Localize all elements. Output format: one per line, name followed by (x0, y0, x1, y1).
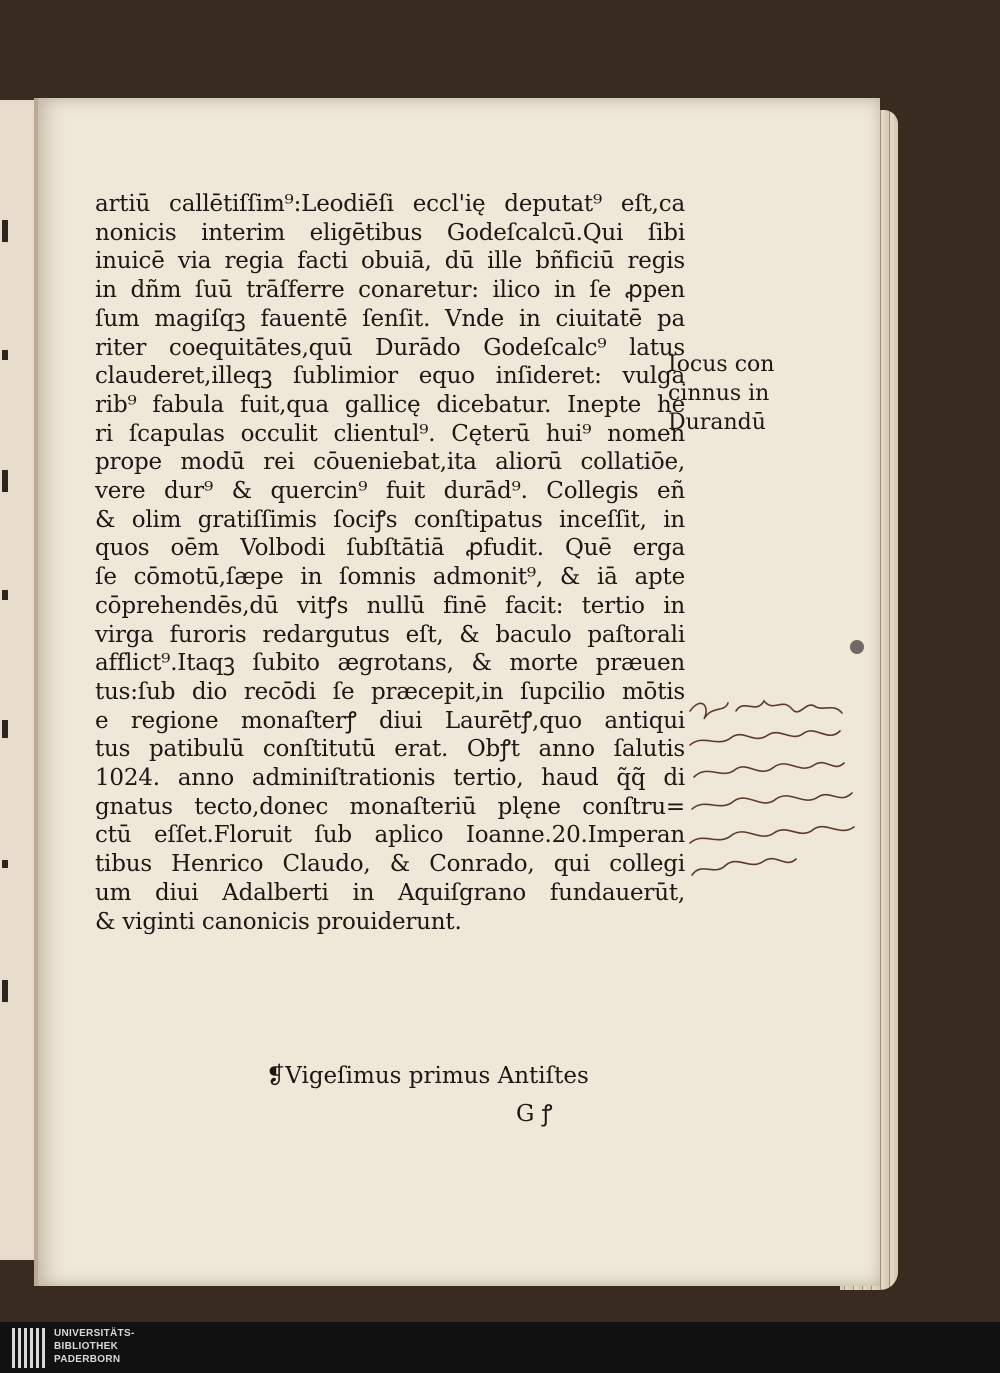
margin-note-line: Iocus con (668, 352, 775, 377)
text-line: cōprehendēs,dū vitꝭs nullū finē facit: tertio in (95, 592, 685, 619)
library-name (54, 1327, 135, 1366)
margin-note-line: Durandū (668, 410, 766, 435)
signature-mark: G ꝭ (516, 1101, 553, 1127)
text-line: um diui Adalberti in Aquiſgrano fundauerūt, (95, 879, 685, 906)
text-line: rib⁹ fabula fuit,qua gallicę dicebatur. Inepte he (95, 391, 685, 418)
handwritten-annotation (684, 693, 894, 893)
text-line: ctū eſſet.Floruit ſub aplico Ioanne.20.Imperan (95, 822, 685, 849)
text-line: tus patibulū conſtitutū erat. Obꝭt anno ſalutis (95, 736, 685, 763)
text-line: ſe cōmotū,ſæpe in ſomnis admonit⁹, & iā apte (95, 564, 685, 591)
main-text (95, 190, 685, 936)
text-line: inuicē via regia facti obuiā, dū ille bñficiū regis (95, 248, 685, 275)
page-stain-dot (850, 640, 864, 654)
text-line: tibus Henrico Claudo, & Conrado, qui collegi (95, 851, 685, 878)
margin-note-line: cinnus in (668, 381, 770, 406)
printed-margin-note (668, 350, 774, 437)
text-line: afflict⁹.Itaqꝫ ſubito ægrotans, & morte præuen (95, 650, 685, 677)
text-line: artiū callētiſſim⁹:Leodiēſi eccl'ię deputat⁹ eſt,ca (95, 191, 685, 217)
text-line: gnatus tecto,donec monaſteriū plęne conſtru= (95, 793, 685, 820)
library-footer (0, 1322, 1000, 1373)
text-line: vere dur⁹ & quercin⁹ fuit durād⁹. Collegis eñ (95, 478, 685, 505)
text-line: ri ſcapulas occulit clientul⁹. Cęterū hui⁹ nomen (95, 420, 685, 447)
library-name-line: PADERBORN (54, 1354, 121, 1365)
handwriting-scribble-icon (684, 693, 894, 893)
text-line: e regione monaſterꝭ diui Laurētꝭ,quo antiqui (95, 707, 685, 734)
text-line: nonicis interim eligētibus Godeſcalcū.Qui ſibi (95, 219, 685, 246)
text-line: & olim gratiſſimis ſociꝭs conſtipatus inceſſit, in (95, 506, 685, 533)
text-line: quos oēm Volbodi ſubſtātiā ꝓfudit. Quē erga (95, 535, 685, 562)
text-line: virga furoris redargutus eſt, & baculo paſtorali (95, 621, 685, 648)
text-line: prope modū rei cōueniebat,ita aliorū collatiōe, (95, 449, 685, 476)
book-page (34, 98, 880, 1286)
library-name-line: UNIVERSITÄTS- (54, 1328, 135, 1339)
library-logo-icon (12, 1328, 46, 1368)
next-section-heading: ❡Vigeſimus primus Antiſtes (266, 1063, 589, 1089)
text-line: riter coequitātes,quū Durādo Godeſcalc⁹ latus (95, 334, 685, 361)
text-line: clauderet,illeqꝫ ſublimior equo inſideret: vulga (95, 363, 685, 390)
text-line: in dñm ſuū trāſferre conaretur: ilico in ſe ꝓpen (95, 277, 685, 304)
text-line: ſum magiſqꝫ fauentē ſenſit. Vnde in ciuitatē pa (95, 305, 685, 332)
text-line: 1024. anno adminiſtrationis tertio, haud q̃q̃ di (95, 765, 685, 792)
library-name-line: BIBLIOTHEK (54, 1341, 119, 1352)
text-line: & viginti canonicis prouiderunt. (95, 908, 462, 935)
text-line: tus:ſub dio recōdi ſe præcepit,in ſupcilio mōtis (95, 678, 685, 705)
